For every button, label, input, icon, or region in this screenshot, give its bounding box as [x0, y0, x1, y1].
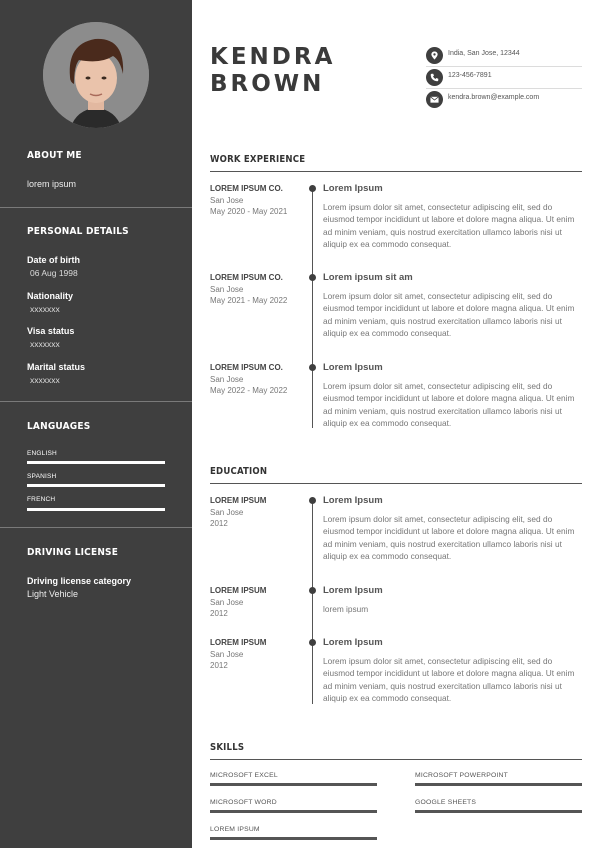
language-label-spanish: SPANISH	[27, 473, 57, 480]
contact-phone	[426, 67, 582, 89]
education-org: LOREM IPSUM	[210, 496, 267, 505]
phone-icon	[426, 69, 443, 86]
education-timeline	[312, 500, 313, 704]
education-location: San Jose	[210, 598, 244, 607]
sidebar-divider	[0, 527, 192, 528]
avatar	[43, 22, 149, 128]
mail-icon	[426, 91, 443, 108]
education-description: lorem ipsum	[323, 604, 369, 614]
work-dates: May 2020 - May 2021	[210, 207, 288, 216]
skill-bar-excel	[210, 783, 377, 786]
skill-label-lorem-ipsum: LOREM IPSUM	[210, 826, 260, 833]
nationality-label: Nationality	[27, 291, 74, 301]
education-title: Lorem Ipsum	[323, 637, 383, 648]
work-org: LOREM IPSUM CO.	[210, 363, 283, 372]
skill-bar-google-sheets	[415, 810, 582, 813]
driving-license-label: Driving license category	[27, 576, 132, 586]
sidebar	[0, 0, 192, 848]
education-dates: 2012	[210, 519, 228, 528]
skill-bar-powerpoint	[415, 783, 582, 786]
education-description: Lorem ipsum dolor sit amet, consectetur adipiscing elit, sed do eiusmod tempor incididunt ut labore et dolore magna aliqua. Ut enim ad minim veniam, quis nostrud exercitation ullamco laboris nisi ut aliquip ex ea commodo consequat.	[323, 656, 575, 703]
last-name: BROWN	[210, 71, 325, 97]
sidebar-divider	[0, 401, 192, 402]
skill-bar-lorem-ipsum	[210, 837, 377, 840]
dob-value: 06 Aug 1998	[30, 268, 78, 278]
section-divider	[210, 759, 582, 760]
work-description: Lorem ipsum dolor sit amet, consectetur adipiscing elit, sed do eiusmod tempor incididunt ut labore et dolore magna aliqua. Ut enim ad minim veniam, quis nostrud exercitation ullamco laboris nisi ut aliquip ex ea commodo consequat.	[323, 291, 575, 338]
education-dates: 2012	[210, 661, 228, 670]
contact-address	[426, 45, 582, 67]
timeline-dot	[309, 274, 316, 281]
marital-status-label: Marital status	[27, 362, 86, 372]
work-dates: May 2022 - May 2022	[210, 386, 288, 395]
address-text: India, San Jose, 12344	[448, 50, 520, 57]
location-pin-icon	[426, 47, 443, 64]
driving-license-value: Light Vehicle	[27, 589, 79, 599]
skill-label-google-sheets: GOOGLE SHEETS	[415, 799, 477, 806]
dob-label: Date of birth	[27, 255, 80, 265]
profile-photo-icon	[43, 22, 149, 128]
sidebar-divider	[0, 207, 192, 208]
skill-bar-word	[210, 810, 377, 813]
work-location: San Jose	[210, 375, 244, 384]
driving-license-heading: DRIVING LICENSE	[27, 547, 119, 558]
work-timeline	[312, 188, 313, 428]
email-text: kendra.brown@example.com	[448, 94, 540, 101]
work-title: Lorem Ipsum	[323, 183, 383, 194]
timeline-dot	[309, 185, 316, 192]
education-heading: EDUCATION	[210, 466, 268, 477]
phone-text: 123-456-7891	[448, 72, 492, 79]
about-me-heading: ABOUT ME	[27, 150, 82, 161]
skill-label-powerpoint: MICROSOFT POWERPOINT	[415, 772, 508, 779]
work-org: LOREM IPSUM CO.	[210, 273, 283, 282]
education-title: Lorem Ipsum	[323, 495, 383, 506]
skill-label-excel: MICROSOFT EXCEL	[210, 772, 278, 779]
work-description: Lorem ipsum dolor sit amet, consectetur adipiscing elit, sed do eiusmod tempor incididunt ut labore et dolore magna aliqua. Ut enim ad minim veniam, quis nostrud exercitation ullamco laboris nisi ut aliquip ex ea commodo consequat.	[323, 202, 575, 249]
candidate-name	[210, 44, 335, 98]
language-label-english: ENGLISH	[27, 450, 57, 457]
work-title: Lorem Ipsum	[323, 362, 383, 373]
section-divider	[210, 483, 582, 484]
education-location: San Jose	[210, 508, 244, 517]
work-location: San Jose	[210, 196, 244, 205]
skill-label-word: MICROSOFT WORD	[210, 799, 277, 806]
visa-status-label: Visa status	[27, 326, 75, 336]
language-bar-spanish	[27, 484, 165, 487]
work-dates: May 2021 - May 2022	[210, 296, 288, 305]
about-me-text: lorem ipsum	[27, 179, 77, 189]
section-divider	[210, 171, 582, 172]
timeline-dot	[309, 497, 316, 504]
skills-heading: SKILLS	[210, 742, 245, 753]
marital-status-value: xxxxxxx	[30, 375, 60, 385]
personal-details-heading: PERSONAL DETAILS	[27, 226, 129, 237]
language-bar-english	[27, 461, 165, 464]
education-org: LOREM IPSUM	[210, 638, 267, 647]
language-bar-french	[27, 508, 165, 511]
work-location: San Jose	[210, 285, 244, 294]
work-description: Lorem ipsum dolor sit amet, consectetur adipiscing elit, sed do eiusmod tempor incididunt ut labore et dolore magna aliqua. Ut enim ad minim veniam, quis nostrud exercitation ullamco laboris nisi ut aliquip ex ea commodo consequat.	[323, 381, 575, 428]
languages-heading: LANGUAGES	[27, 421, 91, 432]
work-org: LOREM IPSUM CO.	[210, 184, 283, 193]
timeline-dot	[309, 639, 316, 646]
visa-status-value: xxxxxxx	[30, 339, 60, 349]
education-description: Lorem ipsum dolor sit amet, consectetur adipiscing elit, sed do eiusmod tempor incididunt ut labore et dolore magna aliqua. Ut enim ad minim veniam, quis nostrud exercitation ullamco laboris nisi ut aliquip ex ea commodo consequat.	[323, 514, 575, 561]
timeline-dot	[309, 364, 316, 371]
work-experience-heading: WORK EXPERIENCE	[210, 154, 306, 165]
contact-email	[426, 89, 582, 111]
education-title: Lorem Ipsum	[323, 585, 383, 596]
education-location: San Jose	[210, 650, 244, 659]
work-title: Lorem ipsum sit am	[323, 272, 413, 283]
first-name: KENDRA	[210, 44, 336, 70]
education-org: LOREM IPSUM	[210, 586, 267, 595]
language-label-french: FRENCH	[27, 496, 56, 503]
timeline-dot	[309, 587, 316, 594]
nationality-value: xxxxxxx	[30, 304, 60, 314]
education-dates: 2012	[210, 609, 228, 618]
